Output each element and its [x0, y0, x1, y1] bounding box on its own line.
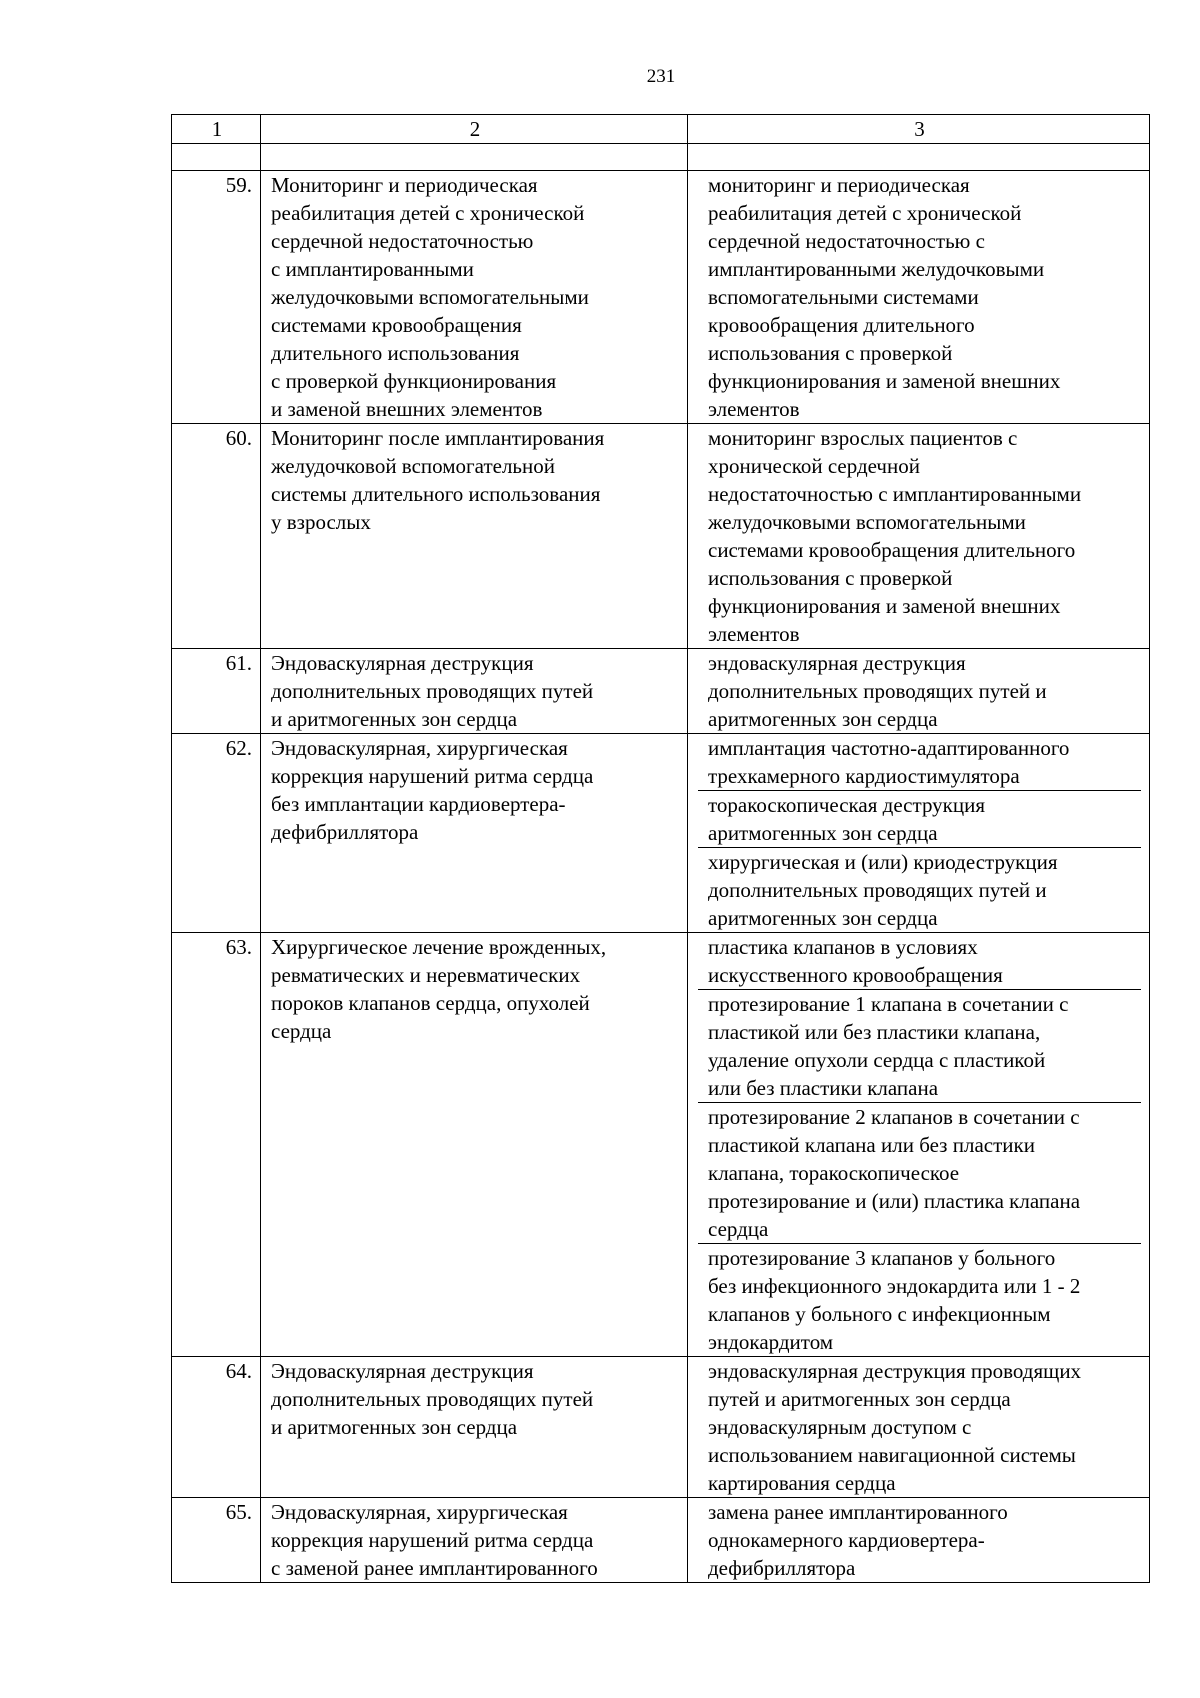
row-number: 63. [172, 933, 261, 1357]
treatment-methods-cell [688, 649, 1150, 734]
row-number: 59. [172, 171, 261, 424]
treatment-method: мониторинг взрослых пациентов с хронической сердечной недостаточностью с имплантированными желудочковыми вспомогательными системами кровообращения длительного использования с проверкой функционирования и заменой внешних элементов [708, 426, 1082, 646]
care-type-name: Хирургическое лечение врожденных, ревматических и неревматических пороков клапанов сердца, опухолей сердца [261, 933, 688, 1357]
column-header-1: 1 [172, 115, 261, 144]
treatment-method: протезирование 1 клапана в сочетании с пластикой или без пластики клапана, удаление опухоли сердца с пластикой или без пластики клапана [698, 989, 1141, 1102]
table-row [172, 734, 1150, 933]
treatment-method: торакоскопическая деструкция аритмогенных зон сердца [698, 790, 1141, 847]
treatment-methods-cell [688, 1357, 1150, 1498]
treatment-methods-cell [688, 1498, 1150, 1583]
table-row [172, 1357, 1150, 1498]
treatment-method: эндоваскулярная деструкция проводящих путей и аритмогенных зон сердца эндоваскулярным доступом с использованием навигационной системы картирования сердца [708, 1359, 1082, 1495]
treatment-method: мониторинг и периодическая реабилитация детей с хронической сердечной недостаточностью с имплантированными желудочковыми вспомогательными системами кровообращения длительного использования с проверкой функционирования и заменой внешних элементов [708, 173, 1061, 421]
treatment-method: имплантация частотно-адаптированного трехкамерного кардиостимулятора [708, 736, 1070, 788]
empty-cell [172, 144, 261, 171]
row-number: 65. [172, 1498, 261, 1583]
treatment-method: хирургическая и (или) криодеструкция дополнительных проводящих путей и аритмогенных зон сердца [698, 847, 1141, 932]
treatment-method: протезирование 2 клапанов в сочетании с пластикой клапана или без пластики клапана, торакоскопическое протезирование и (или) пластика клапана сердца [698, 1102, 1141, 1243]
empty-cell [688, 144, 1150, 171]
procedures-table [171, 114, 1150, 1583]
treatment-method: протезирование 3 клапанов у больного без инфекционного эндокардита или 1 - 2 клапанов у больного с инфекционным эндокардитом [698, 1243, 1141, 1356]
column-header-3: 3 [688, 115, 1150, 144]
table-row [172, 171, 1150, 424]
table-row [172, 1498, 1150, 1583]
empty-cell [261, 144, 688, 171]
row-number: 64. [172, 1357, 261, 1498]
page-number: 231 [646, 66, 676, 87]
treatment-methods-cell [688, 424, 1150, 649]
care-type-name: Эндоваскулярная деструкция дополнительных проводящих путей и аритмогенных зон сердца [261, 649, 688, 734]
column-header-2: 2 [261, 115, 688, 144]
table-row [172, 649, 1150, 734]
care-type-name: Мониторинг после имплантирования желудочковой вспомогательной системы длительного использования у взрослых [261, 424, 688, 649]
care-type-name: Эндоваскулярная деструкция дополнительных проводящих путей и аритмогенных зон сердца [261, 1357, 688, 1498]
treatment-methods-cell [688, 734, 1150, 933]
treatment-methods-cell [688, 933, 1150, 1357]
care-type-name: Мониторинг и периодическая реабилитация детей с хронической сердечной недостаточностью с имплантированными желудочковыми вспомогательными системами кровообращения длительного использования с проверкой функционирования и заменой внешних элементов [261, 171, 688, 424]
empty-row [172, 144, 1150, 171]
table-header-row [172, 115, 1150, 144]
treatment-methods-cell [688, 171, 1150, 424]
care-type-name: Эндоваскулярная, хирургическая коррекция нарушений ритма сердца с заменой ранее имплантированного [261, 1498, 688, 1583]
treatment-method: пластика клапанов в условиях искусственного кровообращения [708, 935, 1003, 987]
row-number: 60. [172, 424, 261, 649]
table-row [172, 933, 1150, 1357]
treatment-method: эндоваскулярная деструкция дополнительных проводящих путей и аритмогенных зон сердца [708, 651, 1047, 731]
care-type-name: Эндоваскулярная, хирургическая коррекция нарушений ритма сердца без имплантации кардиовертера- дефибриллятора [261, 734, 688, 933]
table-row [172, 424, 1150, 649]
table-body [172, 144, 1150, 1583]
row-number: 62. [172, 734, 261, 933]
treatment-method: замена ранее имплантированного однокамерного кардиовертера- дефибриллятора [708, 1500, 1008, 1580]
row-number: 61. [172, 649, 261, 734]
